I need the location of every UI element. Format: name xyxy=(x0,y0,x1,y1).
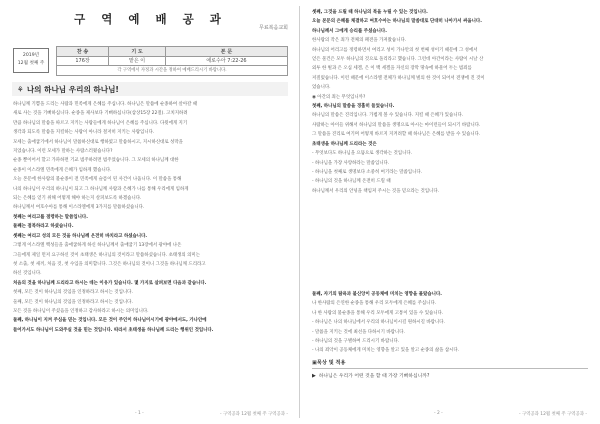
text-line: 들어가서도 하나님이 도와주실 것을 믿는 것입니다. 따라서 초태생을 하나님께 드리는 행위인 것입니다. xyxy=(13,327,214,333)
page-one xyxy=(11,6,290,418)
date-week: 12월 첫째 주 xyxy=(17,61,45,66)
passage-title-text: 나의 하나님 우리의 하나님! xyxy=(26,85,119,94)
table-header-row xyxy=(57,47,288,57)
text-line: 셋째는 여리고 성의 모든 것을 하나님께 온전히 바치라고 하셨습니다. xyxy=(13,233,148,239)
text-line: 둘째, 자기의 탐욕과 불신앙이 공동체에 미치는 영향을 몰랐습니다. xyxy=(312,292,442,297)
text-line: 그렇게 이스라엘 백성들을 출애굽하게 하신 하나님께서 출애굽기 13장에서 광야에 나온 xyxy=(13,243,182,249)
text-line: 지었습니다. 이런 모세가 말하는 사람스러웠습니다? xyxy=(13,149,113,155)
text-line: 한사람의 작은 죄가 전체의 패전을 가져왔습니다. xyxy=(312,38,407,44)
text-line: 모세는 출애굽기에서 하나님이 말씀하신대로 행하였고 말씀하시고, 지시하신대로 성막을 xyxy=(13,139,183,145)
text-line: 첫 소출, 첫 새끼, 처음 것, 첫 수입을 의미합니다. 그것은 하나님의 것이니 그것을 하나님께 드리라고 xyxy=(13,261,206,267)
text-line: 순종 뿐이어서 할고 가파하면 기교 범주하려면 범주었습니다. 그 모세의 하나님께 대한 xyxy=(13,158,179,164)
text-line: 하나님께서 우리의 안녕을 책임져 주시는 것을 믿으라는 것입니다. xyxy=(312,188,440,194)
prayer-value: 맡은 이 xyxy=(109,56,166,66)
text-line: 하나님께 기쁨을 드리는 사람과 민족에게 은혜를 주십니다. 하나님은 말씀에 순종하여 살아갈 때 xyxy=(13,102,198,107)
text-line: 오늘 본문에 한사람의 불순종이 전 민족에게 슬픔이 된 사건이 나옵니다. 이 말씀을 통해 xyxy=(13,177,182,183)
text-line: 그들에게 제일 먼저 요구하신 것이 초태생은 하나님의 것이라고 말씀하셨습니다. 초태생의 의미는 xyxy=(13,252,200,258)
text-line: 저질렀습니다. 이런 때문에 이스라엘 전체가 하나님께 벌의 한 것이 되어서 전쟁에 진 것이 xyxy=(312,75,485,81)
passage-title xyxy=(12,82,288,96)
page-divider xyxy=(299,6,300,418)
footer-text: - 구역공과 12월 첫째 주 구역공과 - xyxy=(518,412,587,417)
text-line: 첫째는 여리고를 점령하는 말씀입니다. xyxy=(13,214,88,220)
text-line: 만큼 하나님의 말씀을 따르고 지키는 사람들에게 하나님이 은혜를 주십니다. 다윗에게 지기 xyxy=(13,120,188,126)
text-line: 초태생을 하나님께 드리라는 것은 xyxy=(312,141,377,147)
table-row xyxy=(57,56,288,66)
service-order-table xyxy=(56,46,288,76)
text-line: 하나님의 어리고를 정령하면서 여리고 성이 가나안의 첫 번째 성이기 때문에 그 성에서 xyxy=(312,47,478,53)
text-line: 얻은 물건은 모두 하나님의 것으로 돌리라고 했습니다. 그런데 아간이라는 사람이 시날 산 xyxy=(312,57,484,63)
text-line: - 하나님을 가장 사랑하라는 말씀입니다. xyxy=(312,160,390,166)
page-number: - 1 - xyxy=(135,411,144,416)
application-section xyxy=(312,359,588,379)
footer-text: - 구역공과 12월 첫째 주 구역공과 - xyxy=(219,412,288,417)
header-prayer: 기 도 xyxy=(109,47,166,57)
application-question-text: 하나님은 우리가 어떤 것을 할 때 가장 기뻐하십니까? xyxy=(318,374,430,379)
text-line: - 하나님을 첫째로 생명보다 소중히 여기라는 말씀입니다. xyxy=(312,169,423,175)
text-line: 모든 것을 하나님이 주셨음을 인정하고 감사하라고 하시는 의미입니다. xyxy=(13,308,149,314)
text-line: - 하나님의 것을 구별하여 드리시기 바랍니다. xyxy=(312,339,400,345)
text-line: 하나님께서 여호수아를 통해 이스라엘에게 3가지를 말씀하셨습니다. xyxy=(13,205,145,211)
text-line: 되는 은혜를 얻기 위해 어떻게 해야 하는지 살펴보도록 하겠습니다. xyxy=(13,196,142,202)
arrow-icon: ▶ xyxy=(312,373,316,379)
text-line: 하신 것입니다. xyxy=(13,271,42,277)
text-line: 오늘 본문의 은혜를 체결하고 여호수아는 하나님의 말씀대로 단대히 나아가서 싸웁니다. xyxy=(312,19,482,25)
date-year: 2019년 xyxy=(22,53,40,58)
scripture-value: 에로수아 7:22-26 xyxy=(165,56,287,66)
text-line: - 말씀을 지키는 것에 최선을 다하시기 바랍니다. xyxy=(312,329,405,335)
header-scripture: 본 문 xyxy=(165,47,287,57)
text-line: 새로 사는 것을 기뻐하십니다. 순종을 제사보다 기뻐하십니다(삼상15장 22절). 고치지하려 xyxy=(13,111,188,117)
sermon-body xyxy=(13,100,289,335)
table-note-row xyxy=(57,66,288,76)
text-line: 둘째는 점복하라고 하셨습니다. xyxy=(13,224,74,230)
text-line: 첫째, 모든 것이 하나님의 것임을 인정하라고 하시는 것입니다. xyxy=(13,290,133,296)
text-line: 순종이 이스라엘 민족에게 은혜가 임하게 했습니다. xyxy=(13,167,112,173)
sermon-body-continued xyxy=(312,8,588,196)
header-hymn: 찬 송 xyxy=(57,47,109,57)
text-line: - 하나님의 것을 하나님께 온전히 드릴 때 xyxy=(312,179,391,185)
text-line: - 나의 죄악이 공동체에게 미치는 영향을 알고 있을 알고 순종의 삶을 삽시다. xyxy=(312,348,460,354)
page-title: 구 역 예 배 공 과 xyxy=(74,12,227,26)
text-line: 둘째, 모든 것이 하나님의 것임을 인정하라고 하시는 것입니다. xyxy=(13,299,133,305)
text-line: 사람하는 아이들 위해서 하나님의 말씀을 생명으로 아시는 마이런들이 되시기 바랍니다. xyxy=(312,122,481,128)
text-line: 나의 하나님이 우리의 하나님이 되고 그 하나님께 사람과 은혜가 나를 통해 우리에게 임하게 xyxy=(13,186,189,192)
text-line: - 하나님은 나의 하나님에서 우리의 하나님이시길 원하시길 바랍니다. xyxy=(312,320,445,326)
text-line: 나 한 사람의 불순종을 통해 우리 모두에게 고통이 있을 수 있습니다. xyxy=(312,310,444,316)
text-line: 외투 한 벌과 은 오십 세겔, 은 이 백 세겔을 자신의 장막 땅속에 하물어 두는 범죄를 xyxy=(312,66,472,72)
church-name: 무료복음교회 xyxy=(259,25,288,31)
text-line: 처음의 것을 하나님께 드리라고 하시는 데는 이유가 있습니다. 몇 가지로 살펴보면 다음과 같습니다. xyxy=(13,280,207,286)
text-line: 하나님께서 그에게 승리를 주셨습니다. xyxy=(312,28,387,34)
flower-icon: ⚘ xyxy=(17,85,24,94)
application-question xyxy=(312,372,588,379)
text-line: 하나님의 말씀은 진리입니다. 가볍게 볼 수 있습니다. 지킬 때 은혜가 있습니다. xyxy=(312,113,464,119)
sermon-body-closing xyxy=(312,290,588,356)
text-line: 셋째, 그것을 드릴 때 하나님의 복을 누릴 수 있는 것입니다. xyxy=(312,10,428,15)
hymn-value: 176장 xyxy=(57,56,109,66)
table-note: 각 구역에서 자정과 시간을 정하여 예배드리시기 바랍니다. xyxy=(57,66,288,76)
text-line: 그 말씀을 진리로 여기며 어떻게 바르지 지켜려할 때 하나님은 은혜를 받을 수 있습니다. xyxy=(312,132,481,138)
text-line: 둘째, 하나님이 지켜 주심을 믿는 것입니다. 모든 것이 주인이 하나님이시기에 광야에서도, 가나안에 xyxy=(13,318,207,324)
text-line: 첫째, 하나님의 말씀을 경홀히 들었습니다. xyxy=(312,104,395,110)
text-line: 나 한사람의 은연한 순종을 통해 우리 모두에게 은혜를 주십니다. xyxy=(312,301,437,307)
date-box xyxy=(13,48,49,73)
text-line: ◉ 아간의 죄는 무엇입니까? xyxy=(312,94,366,100)
text-line: 었습니다. xyxy=(312,85,331,91)
application-heading: ▣묵상 및 적용 xyxy=(312,359,588,369)
page-number: - 2 - xyxy=(434,411,443,416)
text-line: 생각과 되도록 말씀을 지킬하는 사람이 아니라 철저히 지키는 사람입니다. xyxy=(13,130,155,136)
text-line: - 무엇보다도 하나님을 으뜸으로 생각하는 것입니다. xyxy=(312,151,413,157)
page-two xyxy=(310,6,589,418)
